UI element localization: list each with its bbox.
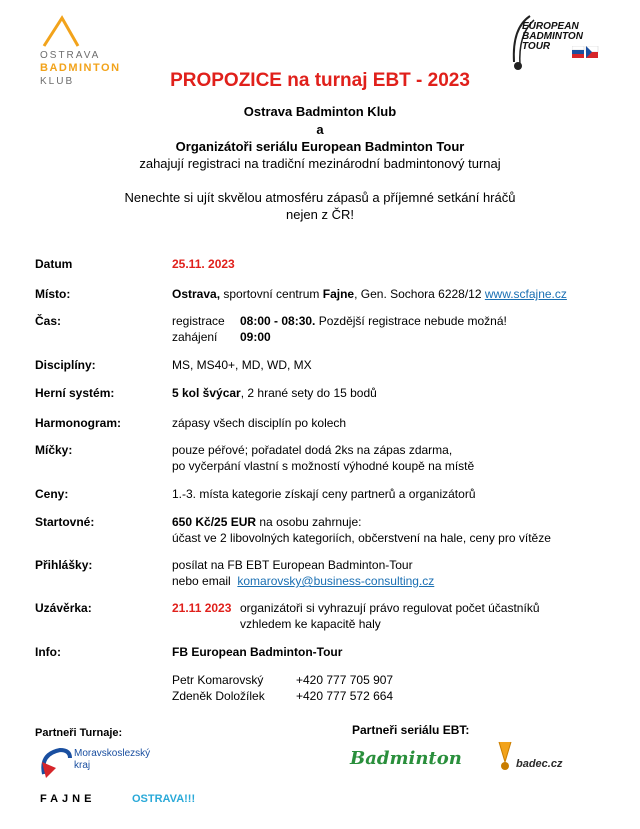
msk-emblem-icon — [38, 744, 72, 780]
label-ceny: Ceny: — [35, 487, 69, 501]
value-startovne-1 — [172, 514, 361, 530]
value-micky-1: pouze péřové; pořadatel dodá 2ks na zápas zdarma, — [172, 443, 453, 457]
organizer-2: Organizátoři seriálu European Badminton Tour — [175, 139, 465, 154]
misto-text-2: , Gen. Sochora 6228/12 — [354, 287, 485, 301]
value-ceny: 1.-3. místa kategorie získají ceny partnerů a organizátorů — [172, 487, 476, 501]
label-micky: Míčky: — [35, 443, 73, 457]
value-herni-system — [172, 385, 377, 401]
label-misto: Místo: — [35, 287, 71, 301]
value-micky-2: po vyčerpání vlastní s možností výhodné koupě na místě — [172, 459, 475, 473]
value-datum: 25.11. 2023 — [172, 257, 235, 271]
slogan-line-2: nejen z ČR! — [286, 207, 354, 222]
value-discipliny: MS, MS40+, MD, WD, MX — [172, 358, 312, 372]
cas-reg-label: registrace — [172, 314, 225, 328]
ebt-logo-line2: BADMINTON — [522, 31, 583, 42]
misto-text-1: sportovní centrum — [220, 287, 323, 301]
fajne-logo: FAJNE — [40, 793, 96, 805]
msk-line-2: kraj — [74, 760, 91, 771]
contact-name-1: Petr Komarovský — [172, 673, 264, 687]
badec-logo: badec.cz — [516, 758, 563, 770]
contact-phone-2: +420 777 572 664 — [296, 689, 394, 703]
value-prihlasky-2 — [172, 573, 434, 589]
partners-series-label: Partneři seriálu EBT: — [352, 723, 470, 737]
label-cas: Čas: — [35, 314, 62, 328]
ebt-logo-line1: EUROPEAN — [522, 21, 579, 32]
cas-reg-time: 08:00 - 08:30. — [240, 314, 316, 328]
flags-icon — [572, 46, 600, 62]
value-uzaverka-1: organizátoři si vyhrazují právo regulovat počet účastníků — [240, 601, 540, 615]
contact-name-2: Zdeněk Doložílek — [172, 689, 265, 703]
cas-reg-note: Pozdější registrace nebude možná! — [315, 314, 507, 328]
badec-shuttle-icon — [496, 740, 514, 772]
value-uzaverka-2: vzhledem ke kapacitě haly — [240, 617, 381, 631]
value-prihlasky-1: posílat na FB EBT European Badminton-Tour — [172, 558, 413, 572]
cas-start-label: zahájení — [172, 330, 218, 344]
label-harmonogram: Harmonogram: — [35, 416, 122, 430]
value-cas-zahajeni — [172, 329, 271, 345]
partners-tournament-label: Partneři Turnaje: — [35, 727, 123, 739]
logo-text-klub: KLUB — [40, 76, 75, 87]
cas-start-time: 09:00 — [240, 330, 271, 344]
ebt-logo-line3: TOUR — [522, 41, 551, 52]
prihlasky-pre: nebo email — [172, 574, 238, 588]
badminton-cz-logo: Badminton — [350, 748, 462, 769]
label-discipliny: Disciplíny: — [35, 358, 96, 372]
startovne-rest: na osobu zahrnuje: — [256, 515, 362, 529]
label-prihlasky: Přihlášky: — [35, 558, 93, 572]
slogan-line-1: Nenechte si ujít skvělou atmosféru zápasů a příjemné setkání hráčů — [124, 190, 516, 205]
label-info: Info: — [35, 645, 61, 659]
venue-link[interactable]: www.scfajne.cz — [484, 287, 567, 301]
page-title: PROPOZICE na turnaj EBT - 2023 — [170, 70, 470, 91]
value-harmonogram: zápasy všech disciplín po kolech — [172, 416, 347, 430]
system-bold: 5 kol švýcar — [172, 386, 241, 400]
value-uzaverka-date: 21.11 2023 — [172, 601, 232, 615]
logo-text-badminton: BADMINTON — [40, 62, 121, 74]
contact-phone-1: +420 777 705 907 — [296, 673, 394, 687]
misto-venue: Fajne — [322, 287, 355, 301]
value-misto — [172, 286, 567, 302]
ostrava-city-logo: OSTRAVA!!! — [132, 793, 196, 805]
label-herni-system: Herní systém: — [35, 386, 115, 400]
label-uzaverka: Uzávěrka: — [35, 601, 92, 615]
value-startovne-2: účast ve 2 libovolných kategoriích, občerstvení na hale, ceny pro vítěze — [172, 531, 551, 545]
value-info: FB European Badminton-Tour — [172, 645, 343, 659]
organizer-1: Ostrava Badminton Klub — [243, 104, 397, 119]
label-datum: Datum — [35, 257, 73, 271]
email-link[interactable]: komarovsky@business-consulting.cz — [237, 574, 435, 588]
misto-city: Ostrava, — [172, 287, 221, 301]
msk-line-1: Moravskoslezský — [74, 748, 151, 759]
msk-logo — [38, 744, 168, 780]
and-text: a — [316, 122, 324, 137]
logo-text-ostrava: OSTRAVA — [40, 50, 101, 61]
system-rest: , 2 hrané sety do 15 bodů — [240, 386, 377, 400]
house-roof-icon — [42, 14, 82, 48]
european-badminton-tour-logo — [500, 12, 610, 72]
label-startovne: Startovné: — [35, 515, 95, 529]
intro-line: zahajují registraci na tradiční mezinárodní badmintonový turnaj — [139, 156, 501, 171]
startovne-price: 650 Kč/25 EUR — [172, 515, 257, 529]
value-cas-registrace — [172, 313, 507, 329]
